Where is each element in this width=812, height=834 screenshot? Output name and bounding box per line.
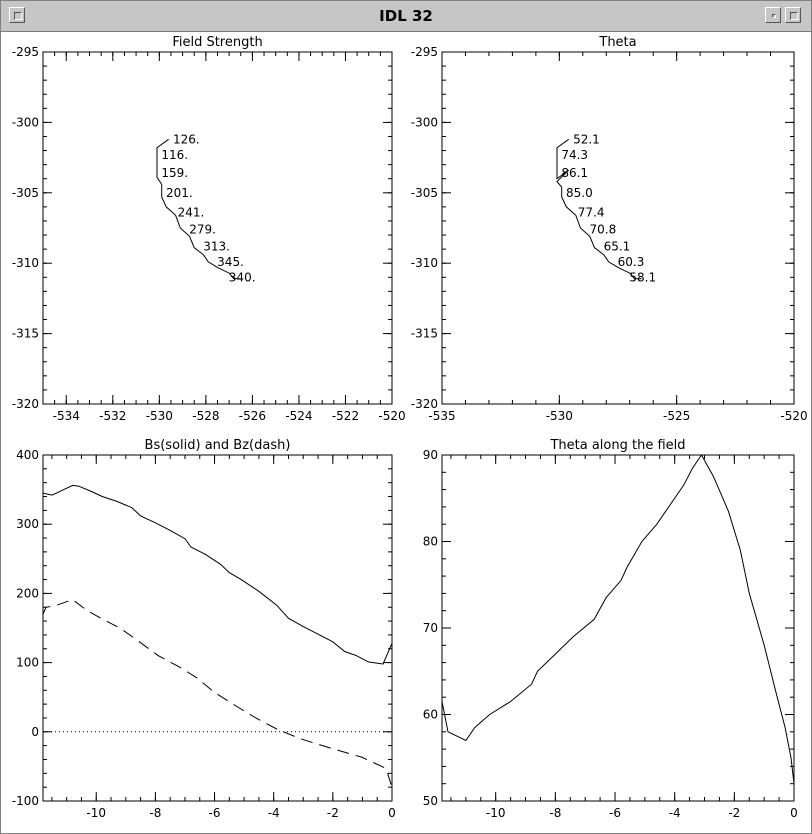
y-tick-label: -320 [11,397,39,411]
maximize-button[interactable] [785,7,801,23]
chart-title: Field Strength [172,35,263,50]
series-theta-line [442,455,794,784]
point-value-label: 77.4 [577,205,605,220]
point-value-label: 201. [165,185,193,200]
x-tick-label: -530 [545,409,573,423]
x-tick-label: -534 [52,409,80,423]
plot-frame [442,52,794,404]
x-tick-label: -525 [663,409,691,423]
x-tick-label: -6 [208,806,221,820]
y-tick-label: -295 [11,45,39,59]
x-tick-label: -522 [331,409,360,423]
y-tick-label: 50 [422,794,438,808]
x-tick-label: -524 [285,409,313,423]
x-tick-label: -2 [728,806,741,820]
y-tick-label: 200 [16,586,39,601]
point-value-label: 58.1 [629,270,657,285]
x-tick-label: -2 [326,806,339,820]
y-tick-label: -300 [410,115,438,130]
plot-frame [43,52,392,404]
point-value-label: 159. [161,166,189,181]
field-strength-chart [12,35,406,423]
y-tick-label: -300 [11,115,39,130]
point-value-label: 116. [161,147,189,162]
x-tick-label: -532 [99,409,127,423]
y-tick-label: 80 [422,534,438,549]
point-value-label: 86.1 [561,166,589,181]
point-value-label: 85.0 [566,185,593,200]
plot-canvas [1,32,811,832]
y-tick-label: -315 [410,326,438,341]
minimize-button[interactable] [765,7,781,23]
maximize-icon [790,12,798,20]
point-value-label: 340. [228,270,256,285]
y-tick-label: -100 [11,794,39,808]
y-tick-label: -295 [410,45,438,59]
chart-title: Theta along the field [550,438,686,453]
x-tick-label: -528 [192,409,220,423]
y-tick-label: -320 [410,397,438,411]
y-tick-label: -305 [11,185,39,200]
y-tick-label: 400 [16,448,39,462]
theta-map-chart [411,35,808,423]
minimize-icon [772,14,776,18]
y-tick-label: 100 [16,655,39,670]
x-tick-label: -4 [267,806,280,820]
y-tick-label: -310 [410,256,438,271]
plot-frame [43,455,392,801]
point-value-label: 60.3 [617,254,645,269]
x-tick-label: -520 [780,409,808,423]
y-tick-label: 90 [422,448,438,462]
point-value-label: 241. [177,205,205,220]
point-value-label: 313. [203,239,230,254]
plot-frame [442,455,794,801]
x-tick-label: -520 [378,409,406,423]
point-value-label: 126. [172,132,200,147]
x-tick-label: -10 [86,806,107,820]
point-value-label: 52.1 [573,132,600,147]
point-value-label: 65.1 [603,239,631,254]
point-value-label: 345. [217,254,244,269]
x-tick-label: 0 [790,806,798,820]
chart-title: Theta [599,35,637,50]
x-tick-label: -526 [238,409,267,423]
title-bar[interactable] [1,1,811,32]
x-tick-label: 0 [388,806,396,820]
x-tick-label: -8 [549,806,562,820]
chart-title: Bs(solid) and Bz(dash) [144,438,291,453]
y-tick-label: -310 [11,256,39,271]
y-tick-label: 70 [422,621,438,635]
y-tick-label: -315 [11,326,39,341]
window-title: IDL 32 [379,7,433,25]
y-tick-label: 0 [31,724,39,739]
bs-bz-chart [12,438,396,820]
x-tick-label: -4 [668,806,681,820]
series-bz-line [43,600,392,788]
y-tick-label: 300 [16,517,39,532]
x-tick-label: -535 [428,409,456,423]
y-tick-label: 60 [422,707,438,722]
point-value-label: 74.3 [561,147,589,162]
x-tick-label: -6 [609,806,622,820]
x-tick-label: -8 [149,806,162,820]
point-value-label: 279. [189,222,216,237]
series-bs-line [43,485,392,664]
x-tick-label: -530 [145,409,173,423]
x-tick-label: -10 [485,806,506,820]
point-value-label: 70.8 [589,222,617,237]
theta-field-chart [423,438,798,820]
y-tick-label: -305 [410,185,438,200]
